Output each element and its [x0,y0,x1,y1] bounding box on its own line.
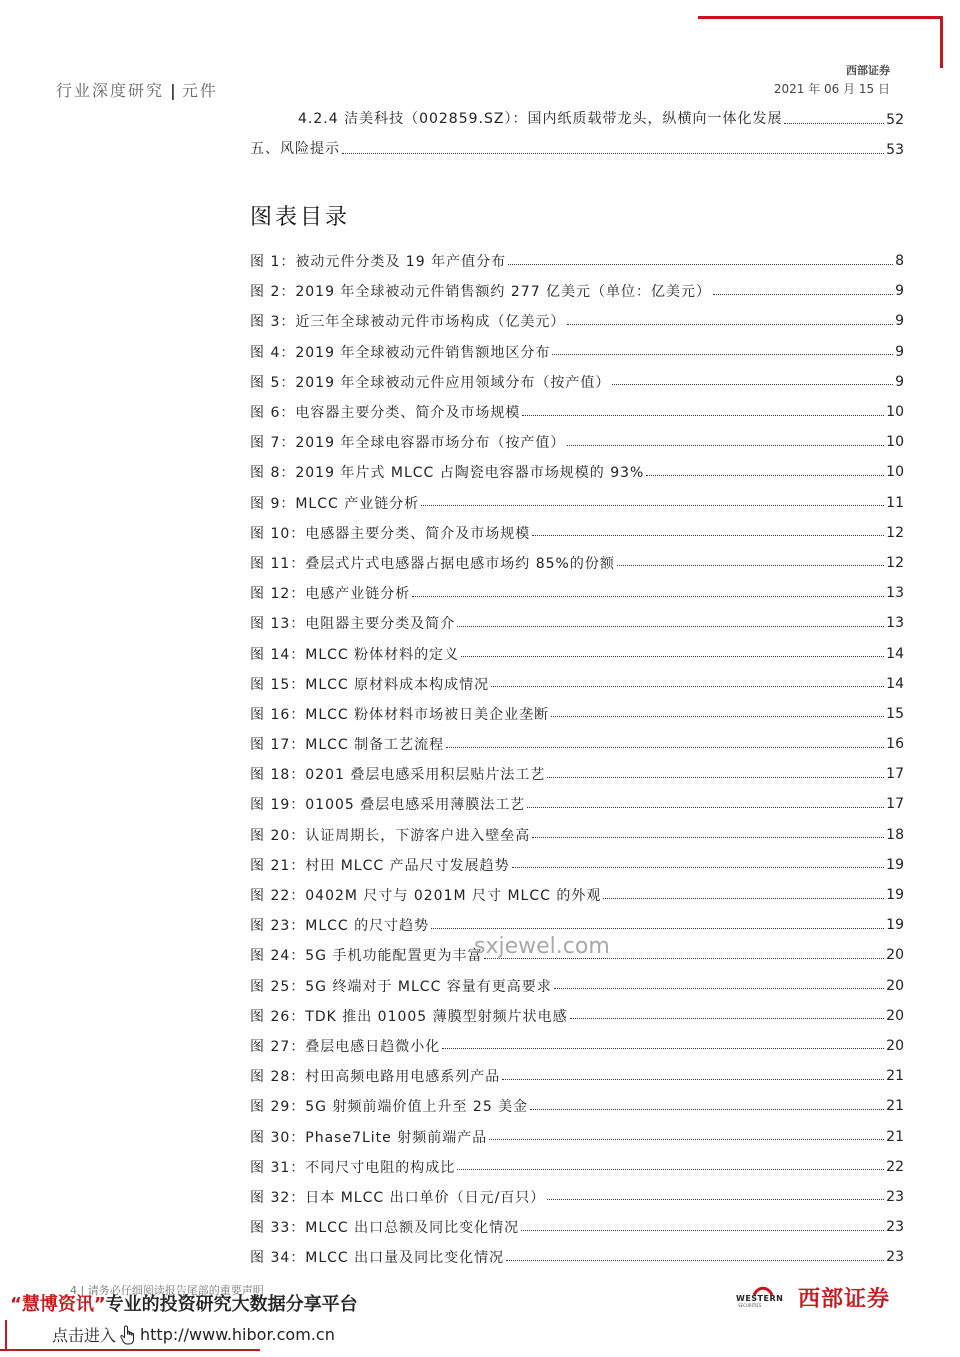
report-type: 行业深度研究 [56,81,165,100]
figure-entry[interactable] [250,1061,904,1091]
figure-leader [567,324,893,325]
figure-entry-label: 图 14：MLCC 粉体材料的定义 [250,646,460,663]
figure-entry[interactable] [250,729,904,759]
footer-accent-line [0,1349,260,1351]
toc-entry-page: 53 [886,142,904,158]
figure-entry[interactable] [250,850,904,880]
figure-entry[interactable] [250,1031,904,1061]
figure-entry-label: 图 25：5G 终端对于 MLCC 容量有更高要求 [250,978,552,995]
figure-entry-label: 图 32：日本 MLCC 出口单价（日元/百只） [250,1189,546,1206]
figure-entry-label: 图 31：不同尺寸电阻的构成比 [250,1159,456,1176]
western-logo-text: WESTERN [736,1294,784,1303]
figure-entry-label: 图 4：2019 年全球被动元件销售额地区分布 [250,344,551,361]
toc-entry[interactable] [250,136,904,158]
western-brand-name: 西部证券 [798,1287,891,1312]
figure-entry-label: 图 1：被动元件分类及 19 年产值分布 [250,254,507,271]
figure-entry[interactable] [250,699,904,729]
figure-entry-label: 图 10：电感器主要分类、简介及市场规模 [250,525,531,542]
figure-entry[interactable] [250,608,904,638]
figure-entry-label: 图 9：MLCC 产业链分析 [250,495,420,512]
figure-entry-page: 9 [895,313,904,330]
figure-entry-page: 12 [886,554,904,571]
figure-entry-label: 图 23：MLCC 的尺寸趋势 [250,918,430,935]
footer-link-url: http://www.hibor.com.cn [140,1325,335,1344]
figure-entry-label: 图 8：2019 年片式 MLCC 占陶瓷电容器市场规模的 93% [250,465,645,482]
figure-entry-label: 图 20：认证周期长，下游客户进入壁垒高 [250,827,531,844]
figure-leader [527,807,884,808]
figure-entry-page: 17 [886,766,904,783]
figure-entry-label: 图 22：0402M 尺寸与 0201M 尺寸 MLCC 的外观 [250,888,602,905]
toc-entry[interactable] [298,106,904,128]
figure-entry-label: 图 2：2019 年全球被动元件销售额约 277 亿美元（单位：亿美元） [250,284,712,301]
figure-entry[interactable] [250,306,904,336]
figure-entry-label: 图 29：5G 射频前端价值上升至 25 美金 [250,1099,529,1116]
figure-leader [461,656,884,657]
footer-slogan-brand: “慧博资讯” [10,1294,106,1315]
footer-disclaimer: 4 | 请务必仔细阅读报告尾部的重要声明 [70,1284,264,1297]
header-accent-corner [940,16,943,68]
figure-entry[interactable] [250,880,904,910]
figure-leader [457,1169,884,1170]
figure-entry-page: 20 [886,977,904,994]
figure-entry[interactable] [250,427,904,457]
figure-leader [508,264,893,265]
figure-leader [446,747,884,748]
figure-entry-label: 图 34：MLCC 出口量及同比变化情况 [250,1250,505,1267]
figure-entry-page: 16 [886,736,904,753]
figure-leader [502,1079,884,1080]
figure-entry-label: 图 24：5G 手机功能配置更为丰富 [250,948,483,965]
figure-entry-page: 13 [886,615,904,632]
figure-entry-label: 图 3：近三年全球被动元件市场构成（亿美元） [250,314,566,331]
figures-section-title: 图表目录 [250,205,351,230]
figure-leader [412,596,884,597]
figure-entry-page: 20 [886,1037,904,1054]
figure-entry-label: 图 30：Phase7Lite 射频前端产品 [250,1129,488,1146]
figure-leader [547,777,884,778]
figure-leader [552,354,893,355]
figure-entry-page: 11 [886,494,904,511]
toc-leader [784,123,884,124]
figure-entry-label: 图 5：2019 年全球被动元件应用领域分布（按产值） [250,374,611,391]
figure-entry[interactable] [250,397,904,427]
figure-entry-page: 9 [895,373,904,390]
figure-leader [521,1230,884,1231]
toc-entry-label: 五、风险提示 [250,141,340,157]
figure-entry[interactable] [250,1001,904,1031]
figure-entry-page: 22 [886,1158,904,1175]
figure-entry[interactable] [250,337,904,367]
figure-entry[interactable] [250,276,904,306]
figure-entry-label: 图 16：MLCC 粉体材料市场被日美企业垄断 [250,706,550,723]
figure-entry-page: 17 [886,796,904,813]
figure-entry[interactable] [250,820,904,850]
figure-entry-label: 图 27：叠层电感日趋微小化 [250,1038,441,1055]
figure-entry-page: 19 [886,856,904,873]
header-separator: | [170,81,176,100]
figure-entry[interactable] [250,548,904,578]
figure-leader [551,716,884,717]
figure-leader [457,626,884,627]
figure-entry-label: 图 13：电阻器主要分类及简介 [250,616,456,633]
figure-entry-page: 23 [886,1188,904,1205]
figure-entry-page: 9 [895,283,904,300]
figure-entry[interactable] [250,638,904,668]
toc-entry-page: 52 [886,112,904,128]
figure-entry-page: 9 [895,343,904,360]
figure-entry[interactable] [250,1091,904,1121]
figure-entry[interactable] [250,759,904,789]
figure-leader [522,415,884,416]
figure-entry[interactable] [250,1242,904,1272]
figure-leader [547,1199,884,1200]
figure-leader [421,505,884,506]
figure-entry[interactable] [250,578,904,608]
figure-entry[interactable] [250,669,904,699]
figure-entry-page: 20 [886,947,904,964]
figure-entry[interactable] [250,457,904,487]
figure-leader [567,445,884,446]
figure-leader [646,475,884,476]
figure-entry-page: 21 [886,1068,904,1085]
footer-link[interactable] [52,1323,335,1346]
hand-pointer-icon [120,1325,136,1345]
figure-entry-page: 10 [886,464,904,481]
figure-entry[interactable] [250,1152,904,1182]
figure-entry-page: 23 [886,1249,904,1266]
figure-entry-label: 图 26：TDK 推出 01005 薄膜型射频片状电感 [250,1008,568,1025]
figure-entry-label: 图 12：电感产业链分析 [250,586,411,603]
figure-entry-label: 图 11：叠层式片式电感器占据电感市场约 85%的份额 [250,555,615,572]
toc-entry-label: 4.2.4 洁美科技（002859.SZ）：国内纸质载带龙头，纵横向一体化发展 [298,111,783,127]
figure-entry[interactable] [250,518,904,548]
figure-entry-page: 19 [886,917,904,934]
figure-leader [570,1018,885,1019]
figure-leader [489,1139,884,1140]
watermark-text: sxjewel.com [474,934,610,959]
figure-leader [617,565,884,566]
figure-entry-page: 12 [886,524,904,541]
figure-entry-label: 图 6：电容器主要分类、简介及市场规模 [250,405,521,422]
figure-leader [713,294,893,295]
figure-entry-label: 图 18：0201 叠层电感采用积层贴片法工艺 [250,767,546,784]
figure-leader [491,686,884,687]
figure-entry[interactable] [250,1121,904,1151]
figure-leader [603,898,884,899]
figure-entry-page: 14 [886,675,904,692]
figure-entry[interactable] [250,488,904,518]
figure-entry-page: 10 [886,404,904,421]
figure-entry[interactable] [250,789,904,819]
figure-leader [612,384,893,385]
figure-entry[interactable] [250,246,904,276]
figure-entry-page: 18 [886,826,904,843]
figure-entry-page: 14 [886,645,904,662]
report-sector: 元件 [181,81,218,100]
figure-leader [532,837,884,838]
figure-entry-page: 21 [886,1098,904,1115]
figure-entry-label: 图 7：2019 年全球电容器市场分布（按产值） [250,435,566,452]
figure-entry-label: 图 33：MLCC 出口总额及同比变化情况 [250,1220,520,1237]
toc-leader [342,153,884,154]
figure-entry-label: 图 15：MLCC 原材料成本构成情况 [250,676,490,693]
western-logo-sub: SECURITIES [738,1303,762,1308]
report-category [56,78,218,101]
figure-leader [554,988,884,989]
figure-entry-page: 20 [886,1007,904,1024]
footer-slogan [10,1290,358,1316]
figure-entry-page: 10 [886,434,904,451]
figure-leader [530,1109,884,1110]
figure-leader [512,867,885,868]
figure-leader [506,1260,884,1261]
figure-entry-page: 21 [886,1128,904,1145]
figure-entry[interactable] [250,971,904,1001]
figure-entry-page: 23 [886,1219,904,1236]
figure-entry-label: 图 19：01005 叠层电感采用薄膜法工艺 [250,797,526,814]
header-accent-line [698,16,942,19]
figure-entry[interactable] [250,1212,904,1242]
footer-corner-mark [5,1320,7,1350]
figure-leader [532,535,884,536]
header-brand: 西部证券 [846,64,890,77]
figure-list [250,246,904,1272]
figure-entry[interactable] [250,367,904,397]
figure-entry-page: 19 [886,887,904,904]
footer-slogan-text: 专业的投资研究大数据分享平台 [105,1294,358,1315]
figure-entry-page: 8 [895,253,904,270]
footer-link-prefix: 点击进入 [52,1326,117,1345]
figure-entry-label: 图 28：村田高频电路用电感系列产品 [250,1069,501,1086]
figure-entry-page: 13 [886,585,904,602]
figure-entry-label: 图 21：村田 MLCC 产品尺寸发展趋势 [250,857,510,874]
figure-leader [442,1048,884,1049]
western-securities-logo [736,1284,790,1306]
figure-leader [431,928,884,929]
figure-entry[interactable] [250,1182,904,1212]
figure-entry-label: 图 17：MLCC 制备工艺流程 [250,737,445,754]
report-date: 2021 年 06 月 15 日 [773,82,890,96]
figure-entry-page: 15 [886,705,904,722]
